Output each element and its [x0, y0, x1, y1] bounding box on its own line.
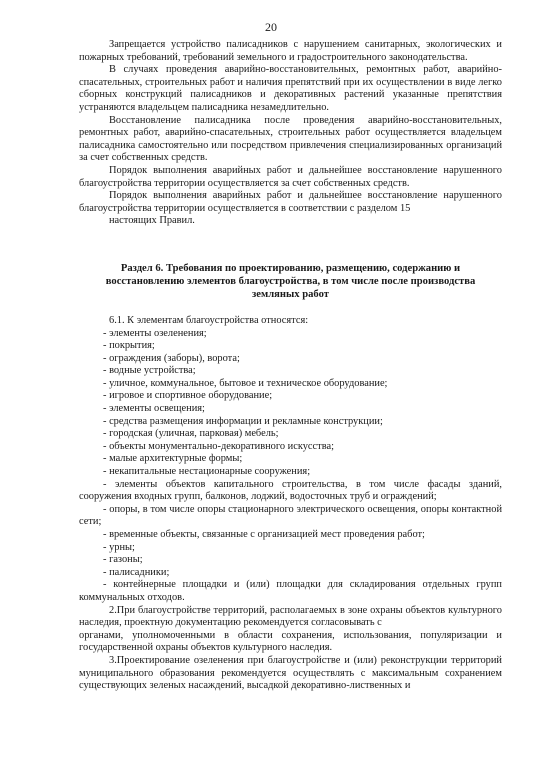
list-item: - временные объекты, связанные с организацией мест проведения работ; — [79, 529, 502, 542]
page-number: 20 — [265, 20, 277, 34]
list-item: - уличное, коммунальное, бытовое и техническое оборудование; — [79, 378, 502, 391]
section-title: Раздел 6. Требования по проектированию, размещению, содержанию и восстановлению элементов благоустройства, в том числе после производства земляных работ — [105, 262, 476, 300]
list-intro: 6.1. К элементам благоустройства относятся: — [109, 314, 309, 326]
list-item: - газоны; — [79, 554, 502, 567]
list-item: - покрытия; — [79, 340, 502, 353]
list-item: - некапитальные нестационарные сооружения; — [79, 466, 502, 479]
list-item: - объекты монументально-декоративного искусства; — [79, 441, 502, 454]
list-item: - опоры, в том числе опоры стационарного электрического освещения, опоры контактной сети; — [79, 504, 502, 529]
paragraph: настоящих Правил. — [109, 215, 195, 227]
list-item: - урны; — [79, 542, 502, 555]
paragraph: В случаях проведения аварийно-восстановительных, ремонтных работ, аварийно-спасательных, строительных работ и наличия препятствий при их осуществлении в виде легко сборных конструкций палисадников и декоративных растений указанные препятствия устраняются владельцем палисадника незамедлительно. — [79, 64, 502, 113]
list-item: - контейнерные площадки и (или) площадки для складирования отдельных групп коммунальных отходов. — [79, 579, 502, 604]
paragraph: Восстановление палисадника после проведения аварийно-восстановительных, ремонтных работ, аварийно-спасательных, строительных работ осуществляется владельцем палисадника самостоятельно или посредством привлечения специализированных организаций за счет собственных средств. — [79, 114, 502, 164]
list-item: - элементы озеленения; — [79, 328, 502, 341]
list-item: - городская (уличная, парковая) мебель; — [79, 428, 502, 441]
paragraph: 3.Проектирование озеленения при благоустройстве и (или) реконструкции территорий муниципального образования рекомендуется осуществлять с максимальным сохранением существующих зеленых насаждений, высадкой декоративно-лиственных и — [79, 654, 502, 692]
list-item: - игровое и спортивное оборудование; — [79, 390, 502, 403]
list-item: - элементы освещения; — [79, 403, 502, 416]
paragraph: 2.При благоустройстве территорий, располагаемых в зоне охраны объектов культурного наследия, проектную документацию рекомендуется согласовывать с — [79, 604, 502, 629]
list-item: - водные устройства; — [79, 365, 502, 378]
paragraph: органами, уполномоченными в области сохранения, использования, популяризации и государственной охраны объектов культурного наследия. — [79, 629, 502, 654]
list-item: - элементы объектов капитального строительства, в том числе фасады зданий, сооружения входных групп, балконов, лоджий, водосточных труб и ограждений; — [79, 479, 502, 504]
list-item: - палисадники; — [79, 567, 502, 580]
document-body — [79, 39, 502, 693]
paragraph: Порядок выполнения аварийных работ и дальнейшее восстановление нарушенного благоустройства территории осуществляется в соответствии с разделом 15 — [79, 190, 502, 214]
paragraph: Запрещается устройство палисадников с нарушением санитарных, экологических и пожарных требований, требований земельного и градостроительного законодательства. — [79, 39, 502, 63]
list-item: - ограждения (заборы), ворота; — [79, 353, 502, 366]
list-item: - малые архитектурные формы; — [79, 453, 502, 466]
paragraph: Порядок выполнения аварийных работ и дальнейшее восстановление нарушенного благоустройства территории осуществляется за счет собственных средств. — [79, 164, 502, 189]
list-item: - средства размещения информации и рекламные конструкции; — [79, 416, 502, 429]
